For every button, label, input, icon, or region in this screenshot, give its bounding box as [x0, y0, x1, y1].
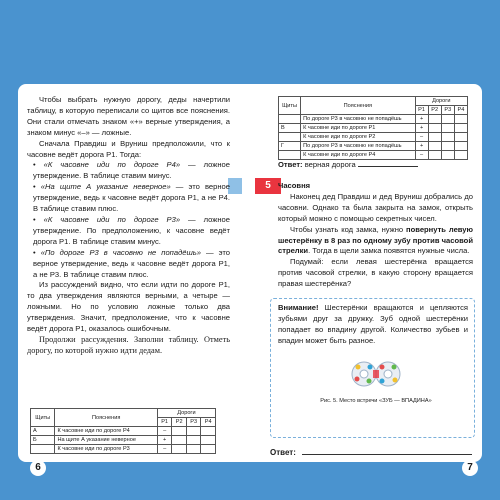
right-gear-icon	[376, 362, 400, 386]
left-bookmark-tab	[228, 178, 242, 194]
answer-cell[interactable]	[454, 151, 467, 160]
answer-cell[interactable]	[172, 436, 187, 445]
table-row: К часовне иди по дороге Р3 –	[31, 445, 216, 454]
answer-cell[interactable]	[441, 115, 454, 124]
answer-cell[interactable]	[201, 427, 216, 436]
answer-cell[interactable]	[454, 142, 467, 151]
road-header: Р4	[454, 106, 467, 115]
answer-cell[interactable]	[428, 115, 441, 124]
right-table	[278, 96, 468, 160]
header-explanations: Пояснения	[301, 97, 415, 115]
conclusion: Из рассуждений видно, что если идти по дороге Р1, то два утверждения являются верными, а четыре — ложными. Но по условию ложные только два утверждения. Значит, предположение, что к часовне ведёт дорога Р1, оказалось ошибочным.	[27, 280, 230, 334]
answer-cell[interactable]	[428, 151, 441, 160]
answer-cell[interactable]	[428, 133, 441, 142]
road-header: Р2	[172, 418, 187, 427]
answer-cell[interactable]	[441, 133, 454, 142]
answer-cell[interactable]	[172, 427, 187, 436]
bullet: • «По дороге Р3 в часовню не попадёшь» — это верное утверждение, ведь к часовне ведёт дорога Р1, а не Р3. В таблице ставим плюс.	[33, 247, 230, 279]
header-shield: Щиты	[279, 97, 301, 115]
table-row: В К часовне иди по дороге Р1 +	[279, 124, 468, 133]
answer-cell[interactable]	[172, 445, 187, 454]
answer-line-1: Ответ: верная дорога	[278, 160, 473, 171]
header-shield: Щиты	[31, 409, 55, 427]
left-gear-icon	[352, 362, 376, 386]
table-row: По дороге Р3 в часовню не попадёшь +	[279, 115, 468, 124]
bullet: • «На щите А указание неверное» — это верное утверждение, ведь к часовне ведёт дорога Р1, а не Р4. В таблице ставим плюс.	[33, 182, 230, 214]
left-text-block	[27, 95, 230, 357]
gutter	[239, 84, 261, 462]
task-text: Продолжи рассуждения. Заполни таблицу. Отметь дорогу, по которой нужно идти дедам.	[27, 334, 230, 355]
answer-cell[interactable]	[186, 445, 201, 454]
page-number-right: 7	[462, 460, 478, 476]
answer-cell[interactable]	[454, 124, 467, 133]
bullet: • «К часовне иди по дороге Р3» — ложное утверждение. По предположению, к часовне ведёт дорога Р1. В таблице ставим минус.	[33, 214, 230, 246]
header-roads: Дороги	[157, 409, 215, 418]
paragraph: Наконец дед Правдиш и дед Вруниш добрались до часовни. Однако та была закрыта на замок, открыть который можно с помощью секретных чисел.	[278, 191, 473, 223]
paragraph: Сначала Правдиш и Вруниш предположили, что к часовне ведёт дорога Р1. Тогда:	[27, 138, 230, 159]
road-header: Р3	[186, 418, 201, 427]
answer-cell[interactable]	[186, 427, 201, 436]
answer-input[interactable]	[358, 166, 418, 167]
answer-cell[interactable]	[428, 124, 441, 133]
table-row: Б На щите А указание неверное +	[31, 436, 216, 445]
answer-input[interactable]	[302, 454, 472, 455]
road-header: Р1	[157, 418, 172, 427]
answer-cell[interactable]	[186, 436, 201, 445]
road-header: Р1	[415, 106, 428, 115]
answer-cell[interactable]	[201, 436, 216, 445]
note-text: Внимание! Шестерёнки вращаются и цепляются зубьями друг за дружку. Зуб одной шестерёнки попадает во впадину другой. Количество зубьев и впадин может быть разное.	[278, 303, 468, 345]
right-text-block	[278, 179, 473, 290]
answer-cell[interactable]	[428, 142, 441, 151]
figure-caption: Рис. 5. Место встречи «ЗУБ — ВПАДИНА»	[320, 398, 432, 404]
paragraph: Чтобы выбрать нужную дорогу, деды начертили таблицу, в которую переписали со щитов все пояснения. Они стали отмечать знаком «+» верные утверждения, а знаком минус «–» — ложные.	[27, 95, 230, 137]
section-tab: 5	[255, 178, 281, 194]
answer-cell[interactable]	[454, 133, 467, 142]
table-row: К часовне иди по дороге Р2 –	[279, 133, 468, 142]
road-header: Р3	[441, 106, 454, 115]
answer-cell[interactable]	[201, 445, 216, 454]
bullet: • «К часовне иди по дороге Р4» — ложное утверждение. В таблице ставим минус.	[33, 160, 230, 181]
road-header: Р4	[201, 418, 216, 427]
header-explanations: Пояснения	[55, 409, 157, 427]
answer-cell[interactable]	[441, 124, 454, 133]
section-title: Часовня	[278, 181, 311, 190]
answer-cell[interactable]	[441, 151, 454, 160]
answer-cell[interactable]	[441, 142, 454, 151]
table-row: Г По дороге Р3 в часовню не попадёшь +	[279, 142, 468, 151]
road-header: Р2	[428, 106, 441, 115]
table-row: К часовне иди по дороге Р4 –	[279, 151, 468, 160]
table-row: А К часовне иди по дороге Р4 –	[31, 427, 216, 436]
header-roads: Дороги	[415, 97, 467, 106]
gears-illustration	[348, 357, 404, 391]
answer-line-2: Ответ:	[270, 448, 472, 457]
page-number-left: 6	[30, 460, 46, 476]
answer-cell[interactable]	[454, 115, 467, 124]
left-table	[30, 408, 216, 454]
paragraph: Чтобы узнать код замка, нужно повернуть левую шестерёнку в 8 раз по одному зубу против часовой стрелки. Тогда в щели замка появятся нужные числа.	[278, 224, 473, 256]
paragraph: Подумай: если левая шестерёнка вращается против часовой стрелки, в какую сторону вращается правая шестерёнка?	[278, 257, 473, 289]
